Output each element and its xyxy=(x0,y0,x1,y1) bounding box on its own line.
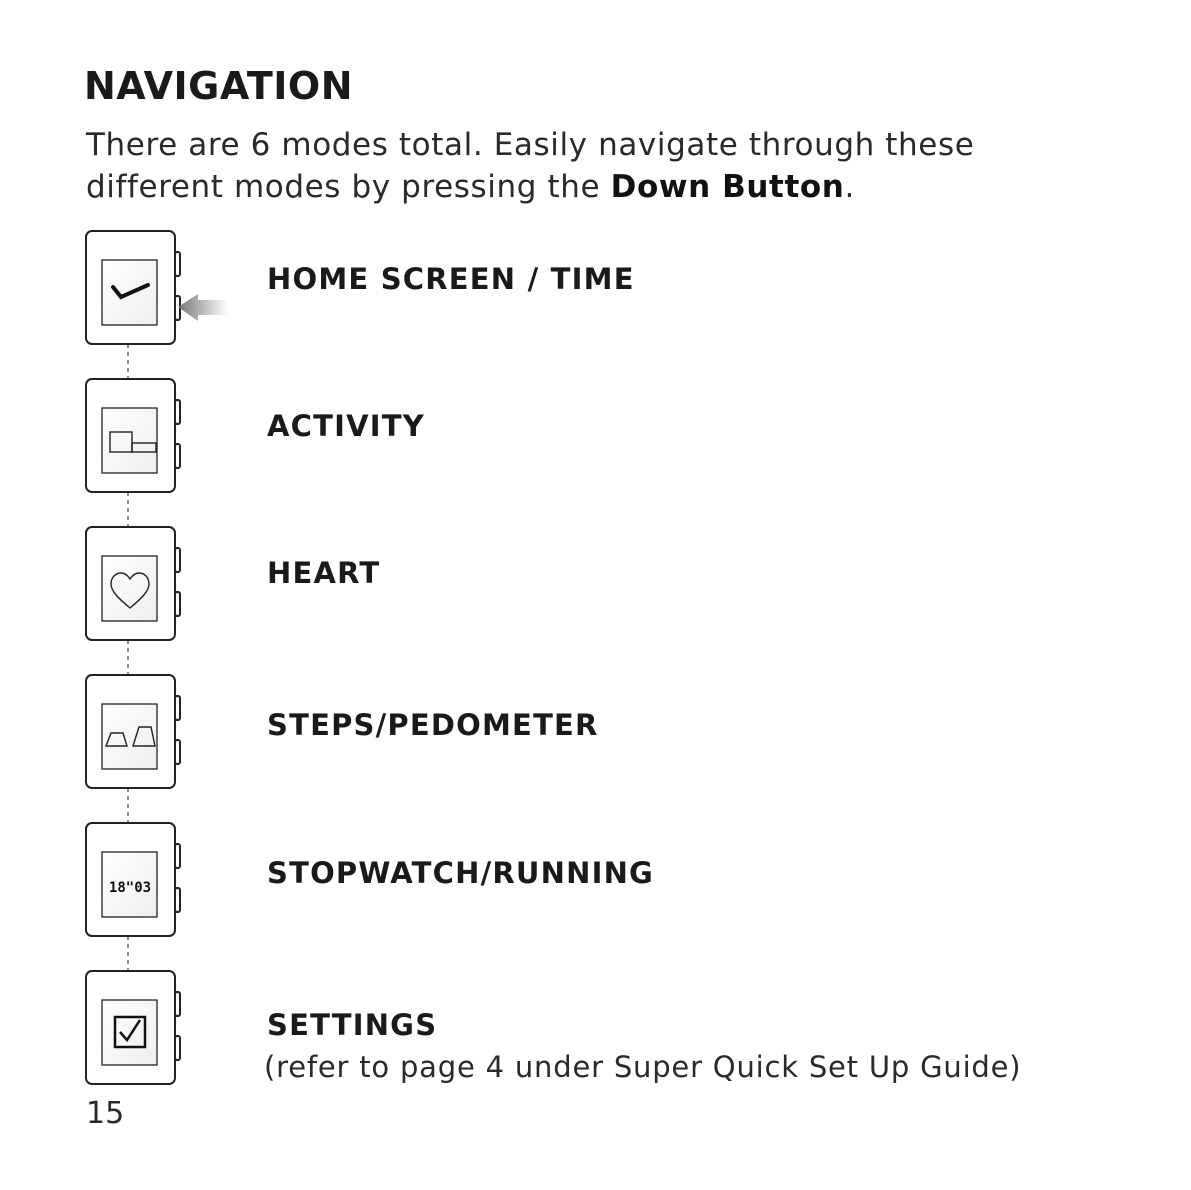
mode-label-activity: ACTIVITY xyxy=(267,409,425,443)
page-title: NAVIGATION xyxy=(84,64,353,108)
mode-label-home-time: HOME SCREEN / TIME xyxy=(267,262,635,296)
mode-label-heart: HEART xyxy=(267,556,381,590)
watch-steps xyxy=(86,675,180,788)
mode-label-steps: STEPS/PEDOMETER xyxy=(267,708,599,742)
mode-label-settings: SETTINGS xyxy=(267,1008,438,1042)
page-number: 15 xyxy=(86,1096,125,1131)
watch-settings xyxy=(86,971,180,1084)
watch-heart xyxy=(86,527,180,640)
stopwatch-readout-icon: 18"03 xyxy=(108,880,152,896)
down-button-arrow-icon xyxy=(178,294,228,321)
down-button-emphasis: Down Button xyxy=(610,169,845,205)
watch-home-time xyxy=(86,231,180,344)
settings-note: (refer to page 4 under Super Quick Set Up Guide) xyxy=(264,1050,1022,1084)
intro-text: There are 6 modes total. Easily navigate through these different modes by pressing the xyxy=(86,127,975,205)
intro-period: . xyxy=(844,169,855,205)
mode-label-stopwatch: STOPWATCH/RUNNING xyxy=(267,856,655,890)
watch-activity xyxy=(86,379,180,492)
